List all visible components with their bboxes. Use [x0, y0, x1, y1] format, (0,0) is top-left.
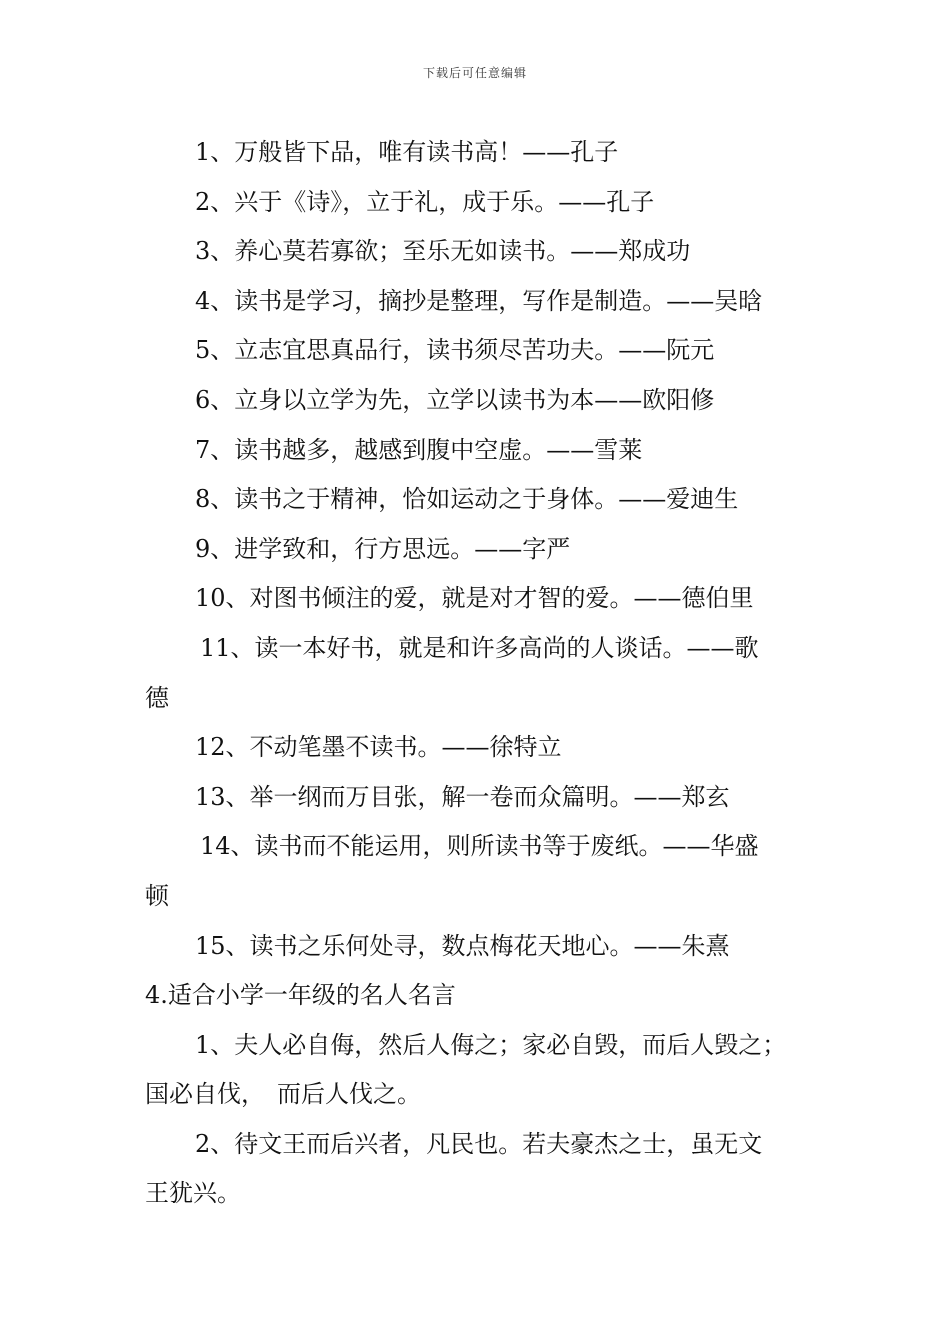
quote-line: 11、读一本好书，就是和许多高尚的人谈话。——歌 — [200, 633, 759, 662]
quote-line: 13、举一纲而万目张，解一卷而众篇明。——郑玄 — [195, 782, 730, 811]
quote-line-continuation: 王犹兴。 — [145, 1179, 241, 1208]
quote-line: 6、立身以立学为先，立学以读书为本——欧阳修 — [195, 385, 715, 414]
page-header: 下载后可任意编辑 — [422, 66, 527, 80]
quote-line: 2、待文王而后兴者，凡民也。若夫豪杰之士，虽无文 — [195, 1129, 763, 1158]
quote-line: 1、万般皆下品，唯有读书高！——孔子 — [195, 138, 619, 166]
quote-line: 3、养心莫若寡欲；至乐无如读书。——郑成功 — [195, 237, 691, 266]
document-body — [145, 128, 810, 1219]
quote-line-continuation: 德 — [145, 683, 169, 712]
quote-line: 14、读书而不能运用，则所读书等于废纸。——华盛 — [200, 832, 759, 861]
section-title: 4.适合小学一年级的名人名言 — [145, 981, 456, 1010]
quote-line: 4、读书是学习，摘抄是整理，写作是制造。——吴晗 — [195, 286, 763, 315]
quote-line-continuation: 国必自伐， 而后人伐之。 — [145, 1080, 421, 1109]
quote-line: 10、对图书倾注的爱，就是对才智的爱。——德伯里 — [195, 584, 754, 613]
quote-line-continuation: 顿 — [145, 881, 169, 910]
quote-line: 2、兴于《诗》，立于礼，成于乐。——孔子 — [195, 187, 655, 216]
quote-line: 15、读书之乐何处寻，数点梅花天地心。——朱熹 — [195, 931, 730, 960]
quote-line: 7、读书越多，越感到腹中空虚。——雪莱 — [195, 435, 643, 464]
quote-line: 9、进学致和，行方思远。——字严 — [195, 534, 571, 563]
quote-line: 5、立志宜思真品行，读书须尽苦功夫。——阮元 — [195, 336, 715, 365]
quote-line: 1、夫人必自侮，然后人侮之；家必自毁，而后人毁之； — [195, 1030, 787, 1059]
quote-line: 8、读书之于精神，恰如运动之于身体。——爱迪生 — [195, 485, 739, 514]
quote-line: 12、不动笔墨不读书。——徐特立 — [195, 733, 562, 762]
